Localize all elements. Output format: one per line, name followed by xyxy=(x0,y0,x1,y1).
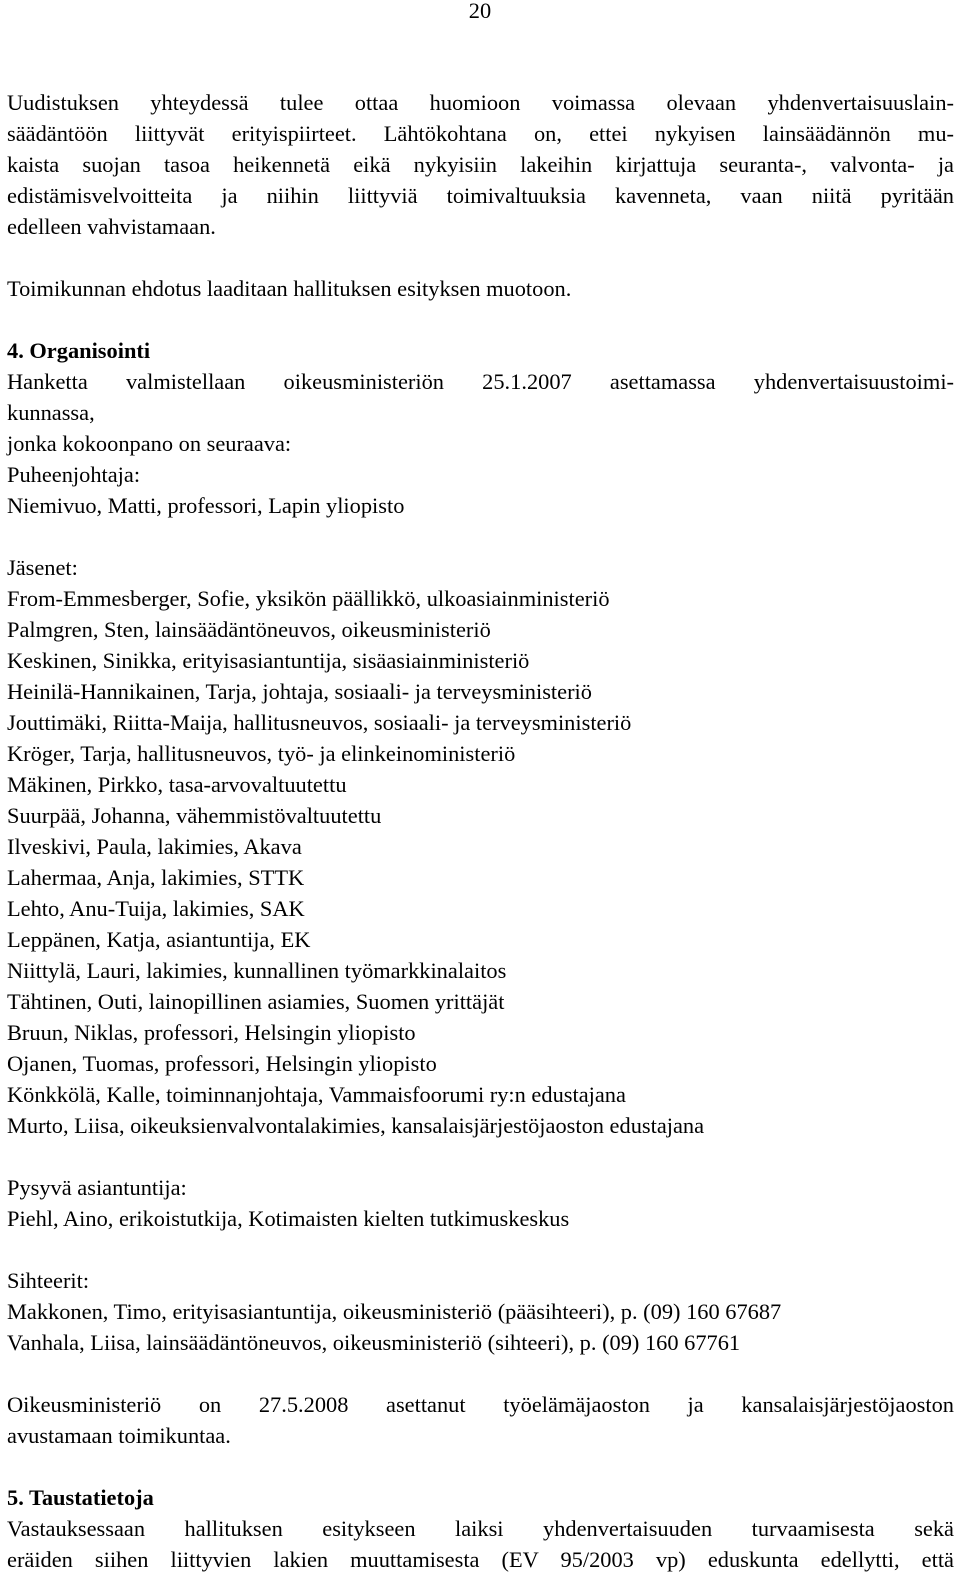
member-entry: Ojanen, Tuomas, professori, Helsingin yliopisto xyxy=(7,1051,437,1076)
text-line: kunnassa, xyxy=(7,400,95,425)
chair-label: Puheenjohtaja: xyxy=(7,462,141,487)
expert-label: Pysyvä asiantuntija: xyxy=(7,1175,187,1200)
member-entry: Kröger, Tarja, hallitusneuvos, työ- ja elinkeinoministeriö xyxy=(7,741,516,766)
text-line: säädäntöön liittyvät erityispiirteet. Lähtökohtana on, ettei nykyisen lainsäädännön mu- xyxy=(7,121,954,146)
member-entry: Lahermaa, Anja, lakimies, STTK xyxy=(7,865,305,890)
text-line: avustamaan toimikuntaa. xyxy=(7,1423,231,1448)
intro-paragraph-1 xyxy=(7,87,954,242)
expert-entry: Piehl, Aino, erikoistutkija, Kotimaisten kielten tutkimuskeskus xyxy=(7,1206,570,1231)
text-line: edelleen vahvistamaan. xyxy=(7,214,216,239)
section-5-heading: 5. Taustatietoja xyxy=(7,1485,154,1510)
text-line: Vastauksessaan hallituksen esitykseen laiksi yhdenvertaisuuden turvaamisesta sekä xyxy=(7,1516,954,1541)
member-entry: Leppänen, Katja, asiantuntija, EK xyxy=(7,927,311,952)
member-entry: Keskinen, Sinikka, erityisasiantuntija, sisäasiainministeriö xyxy=(7,648,530,673)
member-entry: Bruun, Niklas, professori, Helsingin yliopisto xyxy=(7,1020,416,1045)
chair-entry: Niemivuo, Matti, professori, Lapin yliopisto xyxy=(7,493,405,518)
section-5-paragraph xyxy=(7,1513,954,1575)
member-entry: Lehto, Anu-Tuija, lakimies, SAK xyxy=(7,896,305,921)
members-label: Jäsenet: xyxy=(7,555,78,580)
members-list xyxy=(7,583,954,1141)
secretaries-label: Sihteerit: xyxy=(7,1268,90,1293)
text-line: Uudistuksen yhteydessä tulee ottaa huomioon voimassa olevaan yhdenvertaisuuslain- xyxy=(7,90,954,115)
member-entry: Tähtinen, Outi, lainopillinen asiamies, Suomen yrittäjät xyxy=(7,989,505,1014)
text-line: eräiden siihen liittyvien lakien muuttamisesta (EV 95/2003 vp) eduskunta edellytti, että xyxy=(7,1547,954,1572)
member-entry: Murto, Liisa, oikeuksienvalvontalakimies, kansalaisjärjestöjaoston edustajana xyxy=(7,1113,705,1138)
text-line: Oikeusministeriö on 27.5.2008 asettanut työelämäjaoston ja kansalaisjärjestöjaoston xyxy=(7,1392,954,1417)
section-4-heading: 4. Organisointi xyxy=(7,338,151,363)
section-4-intro xyxy=(7,366,954,459)
member-entry: From-Emmesberger, Sofie, yksikön päällikkö, ulkoasiainministeriö xyxy=(7,586,610,611)
text-line: kaista suojan tasoa heikennetä eikä nykyisiin lakeihin kirjattuja seuranta-, valvonta- ja xyxy=(7,152,954,177)
member-entry: Palmgren, Sten, lainsäädäntöneuvos, oikeusministeriö xyxy=(7,617,491,642)
member-entry: Könkkölä, Kalle, toiminnanjohtaja, Vammaisfoorumi ry:n edustajana xyxy=(7,1082,626,1107)
member-entry: Mäkinen, Pirkko, tasa-arvovaltuutettu xyxy=(7,772,347,797)
member-entry: Niittylä, Lauri, lakimies, kunnallinen työmarkkinalaitos xyxy=(7,958,507,983)
member-entry: Suurpää, Johanna, vähemmistövaltuutettu xyxy=(7,803,382,828)
text-line: jonka kokoonpano on seuraava: xyxy=(7,431,292,456)
closing-paragraph xyxy=(7,1389,954,1451)
text-line: edistämisvelvoitteita ja niihin liittyviä toimivaltuuksia kavenneta, vaan niitä pyritään xyxy=(7,183,954,208)
member-entry: Heinilä-Hannikainen, Tarja, johtaja, sosiaali- ja terveysministeriö xyxy=(7,679,592,704)
text-line: Hanketta valmistellaan oikeusministeriön 25.1.2007 asettamassa yhdenvertaisuustoimi- xyxy=(7,369,954,394)
secretary-entry: Vanhala, Liisa, lainsäädäntöneuvos, oikeusministeriö (sihteeri), p. (09) 160 67761 xyxy=(7,1330,741,1355)
member-entry: Jouttimäki, Riitta-Maija, hallitusneuvos, sosiaali- ja terveysministeriö xyxy=(7,710,632,735)
secretary-entry: Makkonen, Timo, erityisasiantuntija, oikeusministeriö (pääsihteeri), p. (09) 160 67687 xyxy=(7,1299,782,1324)
member-entry: Ilveskivi, Paula, lakimies, Akava xyxy=(7,834,302,859)
document-body xyxy=(7,87,954,1575)
intro-paragraph-2: Toimikunnan ehdotus laaditaan hallituksen esityksen muotoon. xyxy=(7,276,572,301)
page-number: 20 xyxy=(468,0,492,23)
